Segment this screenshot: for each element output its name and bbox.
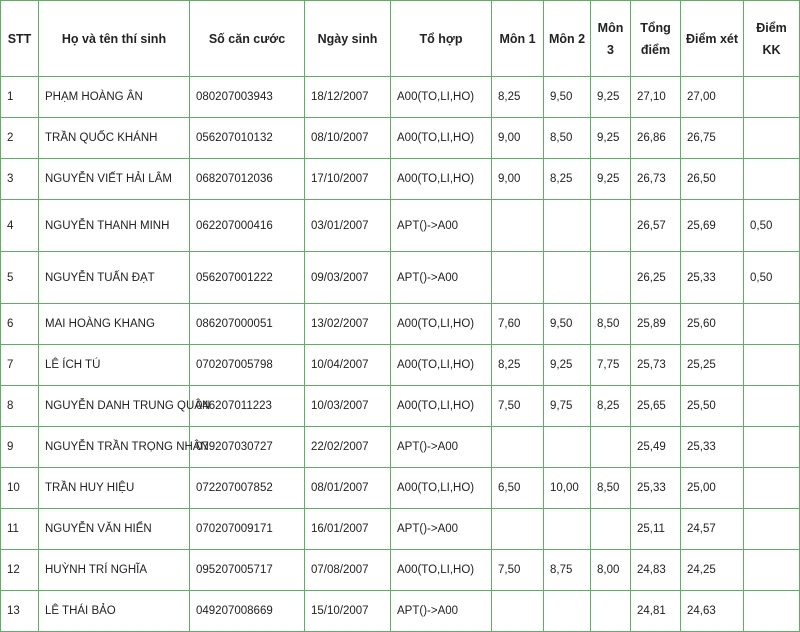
cell-xet: 25,25 <box>681 345 744 386</box>
header-id: Số căn cước <box>190 1 305 77</box>
cell-mon3 <box>591 509 631 550</box>
cell-name: NGUYỄN TUẤN ĐẠT <box>39 252 190 304</box>
cell-total: 26,86 <box>631 118 681 159</box>
cell-stt: 8 <box>1 386 39 427</box>
cell-mon3: 8,50 <box>591 468 631 509</box>
cell-kk <box>744 427 800 468</box>
cell-total: 25,73 <box>631 345 681 386</box>
cell-id: 080207003943 <box>190 77 305 118</box>
cell-total: 25,49 <box>631 427 681 468</box>
cell-name: MAI HOÀNG KHANG <box>39 304 190 345</box>
cell-id: 070207005798 <box>190 345 305 386</box>
cell-name: NGUYỄN VĂN HIỂN <box>39 509 190 550</box>
table-row <box>1 304 800 345</box>
cell-total: 26,25 <box>631 252 681 304</box>
cell-id: 062207000416 <box>190 200 305 252</box>
cell-xet: 25,00 <box>681 468 744 509</box>
cell-mon3 <box>591 591 631 632</box>
cell-mon1: 9,00 <box>492 159 544 200</box>
cell-mon3: 9,25 <box>591 118 631 159</box>
table-body <box>1 77 800 632</box>
cell-name: TRẦN QUỐC KHÁNH <box>39 118 190 159</box>
cell-dob: 15/10/2007 <box>305 591 391 632</box>
header-mon1: Môn 1 <box>492 1 544 77</box>
cell-combo: APT()->A00 <box>391 427 492 468</box>
cell-mon2 <box>544 427 591 468</box>
cell-combo: A00(TO,LI,HO) <box>391 386 492 427</box>
cell-mon1 <box>492 427 544 468</box>
table-row <box>1 345 800 386</box>
cell-dob: 08/10/2007 <box>305 118 391 159</box>
cell-mon3: 8,50 <box>591 304 631 345</box>
table-row <box>1 118 800 159</box>
cell-kk <box>744 159 800 200</box>
cell-mon1 <box>492 200 544 252</box>
table-row <box>1 252 800 304</box>
cell-kk <box>744 591 800 632</box>
cell-xet: 25,33 <box>681 427 744 468</box>
cell-total: 24,83 <box>631 550 681 591</box>
cell-mon2: 8,25 <box>544 159 591 200</box>
table-row <box>1 550 800 591</box>
cell-total: 24,81 <box>631 591 681 632</box>
cell-total: 25,11 <box>631 509 681 550</box>
cell-mon2 <box>544 200 591 252</box>
cell-combo: A00(TO,LI,HO) <box>391 550 492 591</box>
cell-mon3: 8,25 <box>591 386 631 427</box>
cell-kk <box>744 304 800 345</box>
cell-mon1: 7,50 <box>492 386 544 427</box>
cell-dob: 08/01/2007 <box>305 468 391 509</box>
cell-dob: 16/01/2007 <box>305 509 391 550</box>
cell-dob: 13/02/2007 <box>305 304 391 345</box>
cell-dob: 07/08/2007 <box>305 550 391 591</box>
table-row <box>1 200 800 252</box>
cell-mon2: 9,25 <box>544 345 591 386</box>
cell-name: TRẦN HUY HIỆU <box>39 468 190 509</box>
header-stt: STT <box>1 1 39 77</box>
cell-kk <box>744 345 800 386</box>
table-row <box>1 159 800 200</box>
cell-mon1: 8,25 <box>492 345 544 386</box>
table-row <box>1 427 800 468</box>
cell-mon3: 9,25 <box>591 77 631 118</box>
cell-mon2: 9,50 <box>544 77 591 118</box>
cell-kk <box>744 118 800 159</box>
cell-mon3 <box>591 252 631 304</box>
cell-dob: 03/01/2007 <box>305 200 391 252</box>
cell-mon1: 7,50 <box>492 550 544 591</box>
cell-xet: 27,00 <box>681 77 744 118</box>
cell-xet: 24,63 <box>681 591 744 632</box>
cell-xet: 24,25 <box>681 550 744 591</box>
cell-mon1: 7,60 <box>492 304 544 345</box>
cell-mon2: 10,00 <box>544 468 591 509</box>
cell-stt: 10 <box>1 468 39 509</box>
cell-mon3: 8,00 <box>591 550 631 591</box>
cell-id: 056207010132 <box>190 118 305 159</box>
cell-id: 095207005717 <box>190 550 305 591</box>
cell-total: 27,10 <box>631 77 681 118</box>
cell-mon2: 8,50 <box>544 118 591 159</box>
cell-name: HUỲNH TRÍ NGHĨA <box>39 550 190 591</box>
cell-combo: APT()->A00 <box>391 591 492 632</box>
cell-stt: 6 <box>1 304 39 345</box>
header-name: Họ và tên thí sinh <box>39 1 190 77</box>
cell-dob: 22/02/2007 <box>305 427 391 468</box>
cell-id: 070207009171 <box>190 509 305 550</box>
cell-xet: 26,50 <box>681 159 744 200</box>
cell-mon2 <box>544 509 591 550</box>
table-row <box>1 509 800 550</box>
cell-name: PHẠM HOÀNG ÂN <box>39 77 190 118</box>
cell-xet: 25,69 <box>681 200 744 252</box>
header-mon3: Môn 3 <box>591 1 631 77</box>
cell-stt: 3 <box>1 159 39 200</box>
cell-mon2: 9,50 <box>544 304 591 345</box>
cell-dob: 17/10/2007 <box>305 159 391 200</box>
cell-id: 072207007852 <box>190 468 305 509</box>
cell-mon3 <box>591 200 631 252</box>
cell-combo: A00(TO,LI,HO) <box>391 77 492 118</box>
cell-total: 26,57 <box>631 200 681 252</box>
cell-mon3: 7,75 <box>591 345 631 386</box>
cell-kk <box>744 509 800 550</box>
header-total: Tổng điểm <box>631 1 681 77</box>
cell-id: 079207030727 <box>190 427 305 468</box>
cell-mon3 <box>591 427 631 468</box>
cell-xet: 25,60 <box>681 304 744 345</box>
cell-mon2: 8,75 <box>544 550 591 591</box>
cell-kk <box>744 468 800 509</box>
cell-mon1: 6,50 <box>492 468 544 509</box>
cell-id: 056207001222 <box>190 252 305 304</box>
cell-kk: 0,50 <box>744 252 800 304</box>
cell-kk <box>744 77 800 118</box>
table-header-row <box>1 1 800 77</box>
header-xet: Điểm xét <box>681 1 744 77</box>
cell-dob: 09/03/2007 <box>305 252 391 304</box>
cell-stt: 11 <box>1 509 39 550</box>
cell-name: LÊ ÍCH TÚ <box>39 345 190 386</box>
cell-total: 25,89 <box>631 304 681 345</box>
cell-total: 25,65 <box>631 386 681 427</box>
table-row <box>1 591 800 632</box>
cell-id: 068207012036 <box>190 159 305 200</box>
cell-stt: 7 <box>1 345 39 386</box>
cell-combo: APT()->A00 <box>391 252 492 304</box>
table-row <box>1 468 800 509</box>
cell-stt: 1 <box>1 77 39 118</box>
cell-stt: 13 <box>1 591 39 632</box>
cell-combo: A00(TO,LI,HO) <box>391 468 492 509</box>
cell-name: LÊ THÁI BẢO <box>39 591 190 632</box>
cell-mon2 <box>544 252 591 304</box>
cell-dob: 10/04/2007 <box>305 345 391 386</box>
cell-mon2 <box>544 591 591 632</box>
cell-stt: 4 <box>1 200 39 252</box>
cell-xet: 25,50 <box>681 386 744 427</box>
cell-name: NGUYỄN TRẦN TRỌNG NHÂN <box>39 427 190 468</box>
cell-stt: 9 <box>1 427 39 468</box>
header-dob: Ngày sinh <box>305 1 391 77</box>
cell-combo: A00(TO,LI,HO) <box>391 118 492 159</box>
cell-mon1: 9,00 <box>492 118 544 159</box>
cell-combo: APT()->A00 <box>391 509 492 550</box>
cell-name: NGUYỄN THANH MINH <box>39 200 190 252</box>
cell-mon2: 9,75 <box>544 386 591 427</box>
cell-xet: 24,57 <box>681 509 744 550</box>
cell-dob: 10/03/2007 <box>305 386 391 427</box>
cell-id: 086207000051 <box>190 304 305 345</box>
cell-kk <box>744 386 800 427</box>
cell-xet: 26,75 <box>681 118 744 159</box>
cell-mon1 <box>492 591 544 632</box>
header-kk: Điểm KK <box>744 1 800 77</box>
header-mon2: Môn 2 <box>544 1 591 77</box>
cell-total: 26,73 <box>631 159 681 200</box>
cell-combo: A00(TO,LI,HO) <box>391 304 492 345</box>
cell-mon1 <box>492 252 544 304</box>
cell-id: 049207008669 <box>190 591 305 632</box>
cell-dob: 18/12/2007 <box>305 77 391 118</box>
cell-stt: 5 <box>1 252 39 304</box>
cell-kk <box>744 550 800 591</box>
cell-xet: 25,33 <box>681 252 744 304</box>
table-row <box>1 386 800 427</box>
cell-name: NGUYỄN VIẾT HẢI LÂM <box>39 159 190 200</box>
cell-mon1: 8,25 <box>492 77 544 118</box>
cell-mon1 <box>492 509 544 550</box>
cell-combo: A00(TO,LI,HO) <box>391 345 492 386</box>
cell-mon3: 9,25 <box>591 159 631 200</box>
cell-stt: 2 <box>1 118 39 159</box>
cell-combo: A00(TO,LI,HO) <box>391 159 492 200</box>
table-row <box>1 77 800 118</box>
cell-name: NGUYỄN DANH TRUNG QUÂN <box>39 386 190 427</box>
cell-kk: 0,50 <box>744 200 800 252</box>
cell-total: 25,33 <box>631 468 681 509</box>
cell-combo: APT()->A00 <box>391 200 492 252</box>
cell-id: 046207011223 <box>190 386 305 427</box>
cell-stt: 12 <box>1 550 39 591</box>
header-combo: Tổ hợp <box>391 1 492 77</box>
